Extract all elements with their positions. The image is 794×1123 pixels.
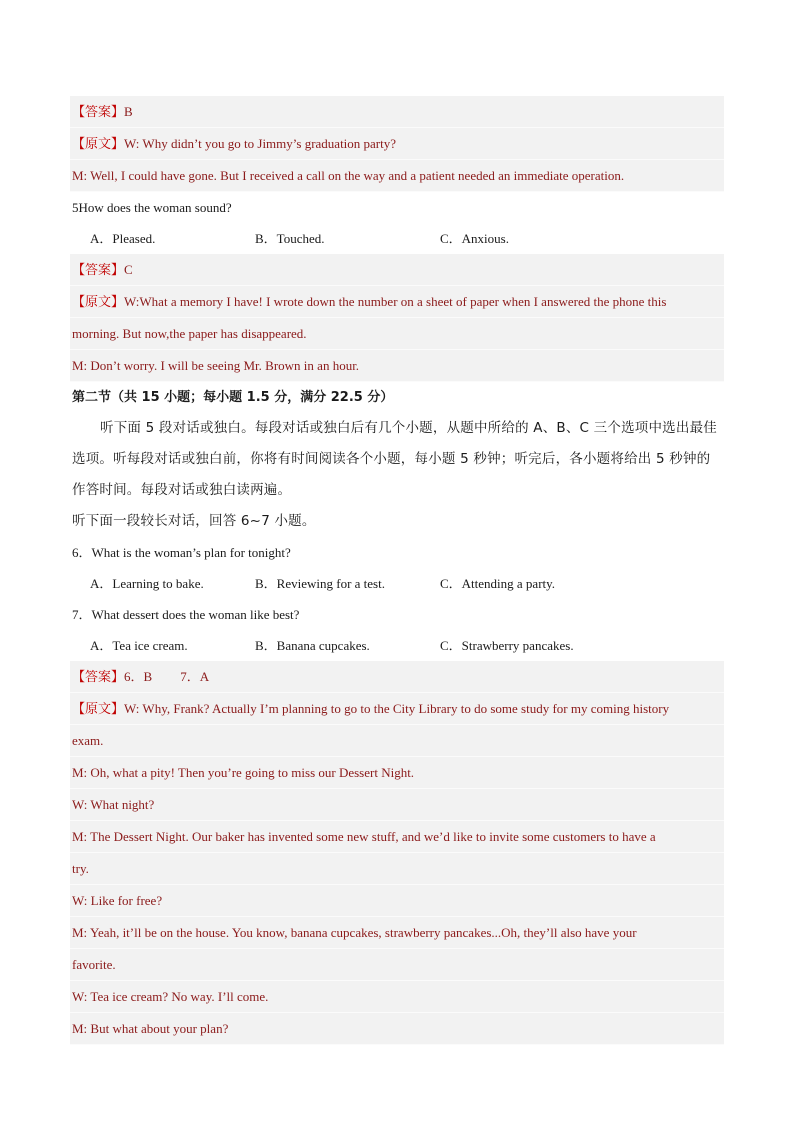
- question-7: 7．What dessert does the woman like best?: [72, 607, 300, 622]
- option-a: A．Pleased.: [90, 231, 156, 246]
- answer-value: B: [124, 104, 133, 119]
- option-b: B．Reviewing for a test.: [255, 576, 385, 591]
- transcript-line: [70, 286, 724, 318]
- question-6: 6．What is the woman’s plan for tonight?: [72, 545, 291, 560]
- option-a: A．Tea ice cream.: [90, 638, 188, 653]
- answer-line-q4: [70, 96, 724, 128]
- answer-tag: 【答案】: [72, 105, 125, 120]
- answer-line-q5: [70, 254, 724, 286]
- transcript-line: try.: [70, 853, 724, 885]
- document-page: [70, 96, 724, 1045]
- transcript-line: M: But what about your plan?: [70, 1013, 724, 1045]
- transcript-line: M: The Dessert Night. Our baker has invented some new stuff, and we’d like to invite some customers to have a: [70, 821, 724, 853]
- section-heading: 第二节（共 15 小题；每小题 1.5 分，满分 22.5 分）: [72, 390, 394, 405]
- transcript-line: [70, 128, 724, 160]
- question-5: 5How does the woman sound?: [72, 200, 232, 215]
- transcript-line: W: What night?: [70, 789, 724, 821]
- listening-prompt: 听下面一段较长对话，回答 6~7 小题。: [72, 513, 316, 529]
- answer-value: 6．B: [124, 669, 153, 684]
- transcript-text: W: Why, Frank? Actually I’m planning to go to the City Library to do some study for my coming history: [124, 701, 670, 716]
- options-q6: [70, 568, 724, 599]
- transcript-line: exam.: [70, 725, 724, 757]
- instruction-line: 选项。听每段对话或独白前，你将有时间阅读各个小题，每小题 5 秒钟；听完后，各小题将给出 5 秒钟的: [72, 451, 711, 467]
- transcript-line: morning. But now,the paper has disappeared.: [70, 318, 724, 350]
- transcript-tag: 【原文】: [72, 702, 125, 717]
- transcript-line: [70, 693, 724, 725]
- option-b: B．Banana cupcakes.: [255, 638, 370, 653]
- answer-tag: 【答案】: [72, 670, 125, 685]
- option-c: C．Attending a party.: [440, 576, 556, 591]
- options-q5: [70, 223, 724, 254]
- option-a: A．Learning to bake.: [90, 576, 204, 591]
- transcript-line: favorite.: [70, 949, 724, 981]
- option-c: C．Anxious.: [440, 231, 509, 246]
- option-c: C．Strawberry pancakes.: [440, 638, 574, 653]
- option-b: B．Touched.: [255, 231, 325, 246]
- transcript-line: M: Oh, what a pity! Then you’re going to miss our Dessert Night.: [70, 757, 724, 789]
- transcript-text: W:What a memory I have! I wrote down the number on a sheet of paper when I answered the phone this: [124, 294, 667, 309]
- transcript-tag: 【原文】: [72, 295, 125, 310]
- transcript-line: M: Well, I could have gone. But I received a call on the way and a patient needed an immediate operation.: [70, 160, 724, 192]
- answer-value: C: [124, 262, 133, 277]
- transcript-text: W: Why didn’t you go to Jimmy’s graduation party?: [124, 136, 397, 151]
- answer-line-q6-7: [70, 661, 724, 693]
- transcript-line: M: Don’t worry. I will be seeing Mr. Brown in an hour.: [70, 350, 724, 382]
- transcript-line: W: Like for free?: [70, 885, 724, 917]
- instruction-line: 听下面 5 段对话或独白。每段对话或独白后有几个小题，从题中所给的 A、B、C 三个选项中选出最佳: [100, 420, 717, 436]
- transcript-line: W: Tea ice cream? No way. I’ll come.: [70, 981, 724, 1013]
- answer-value: 7．A: [180, 669, 210, 684]
- answer-tag: 【答案】: [72, 263, 125, 278]
- instruction-line: 作答时间。每段对话或独白读两遍。: [72, 482, 292, 498]
- transcript-tag: 【原文】: [72, 137, 125, 152]
- options-q7: [70, 630, 724, 661]
- transcript-line: M: Yeah, it’ll be on the house. You know, banana cupcakes, strawberry pancakes...Oh, they’ll also have your: [70, 917, 724, 949]
